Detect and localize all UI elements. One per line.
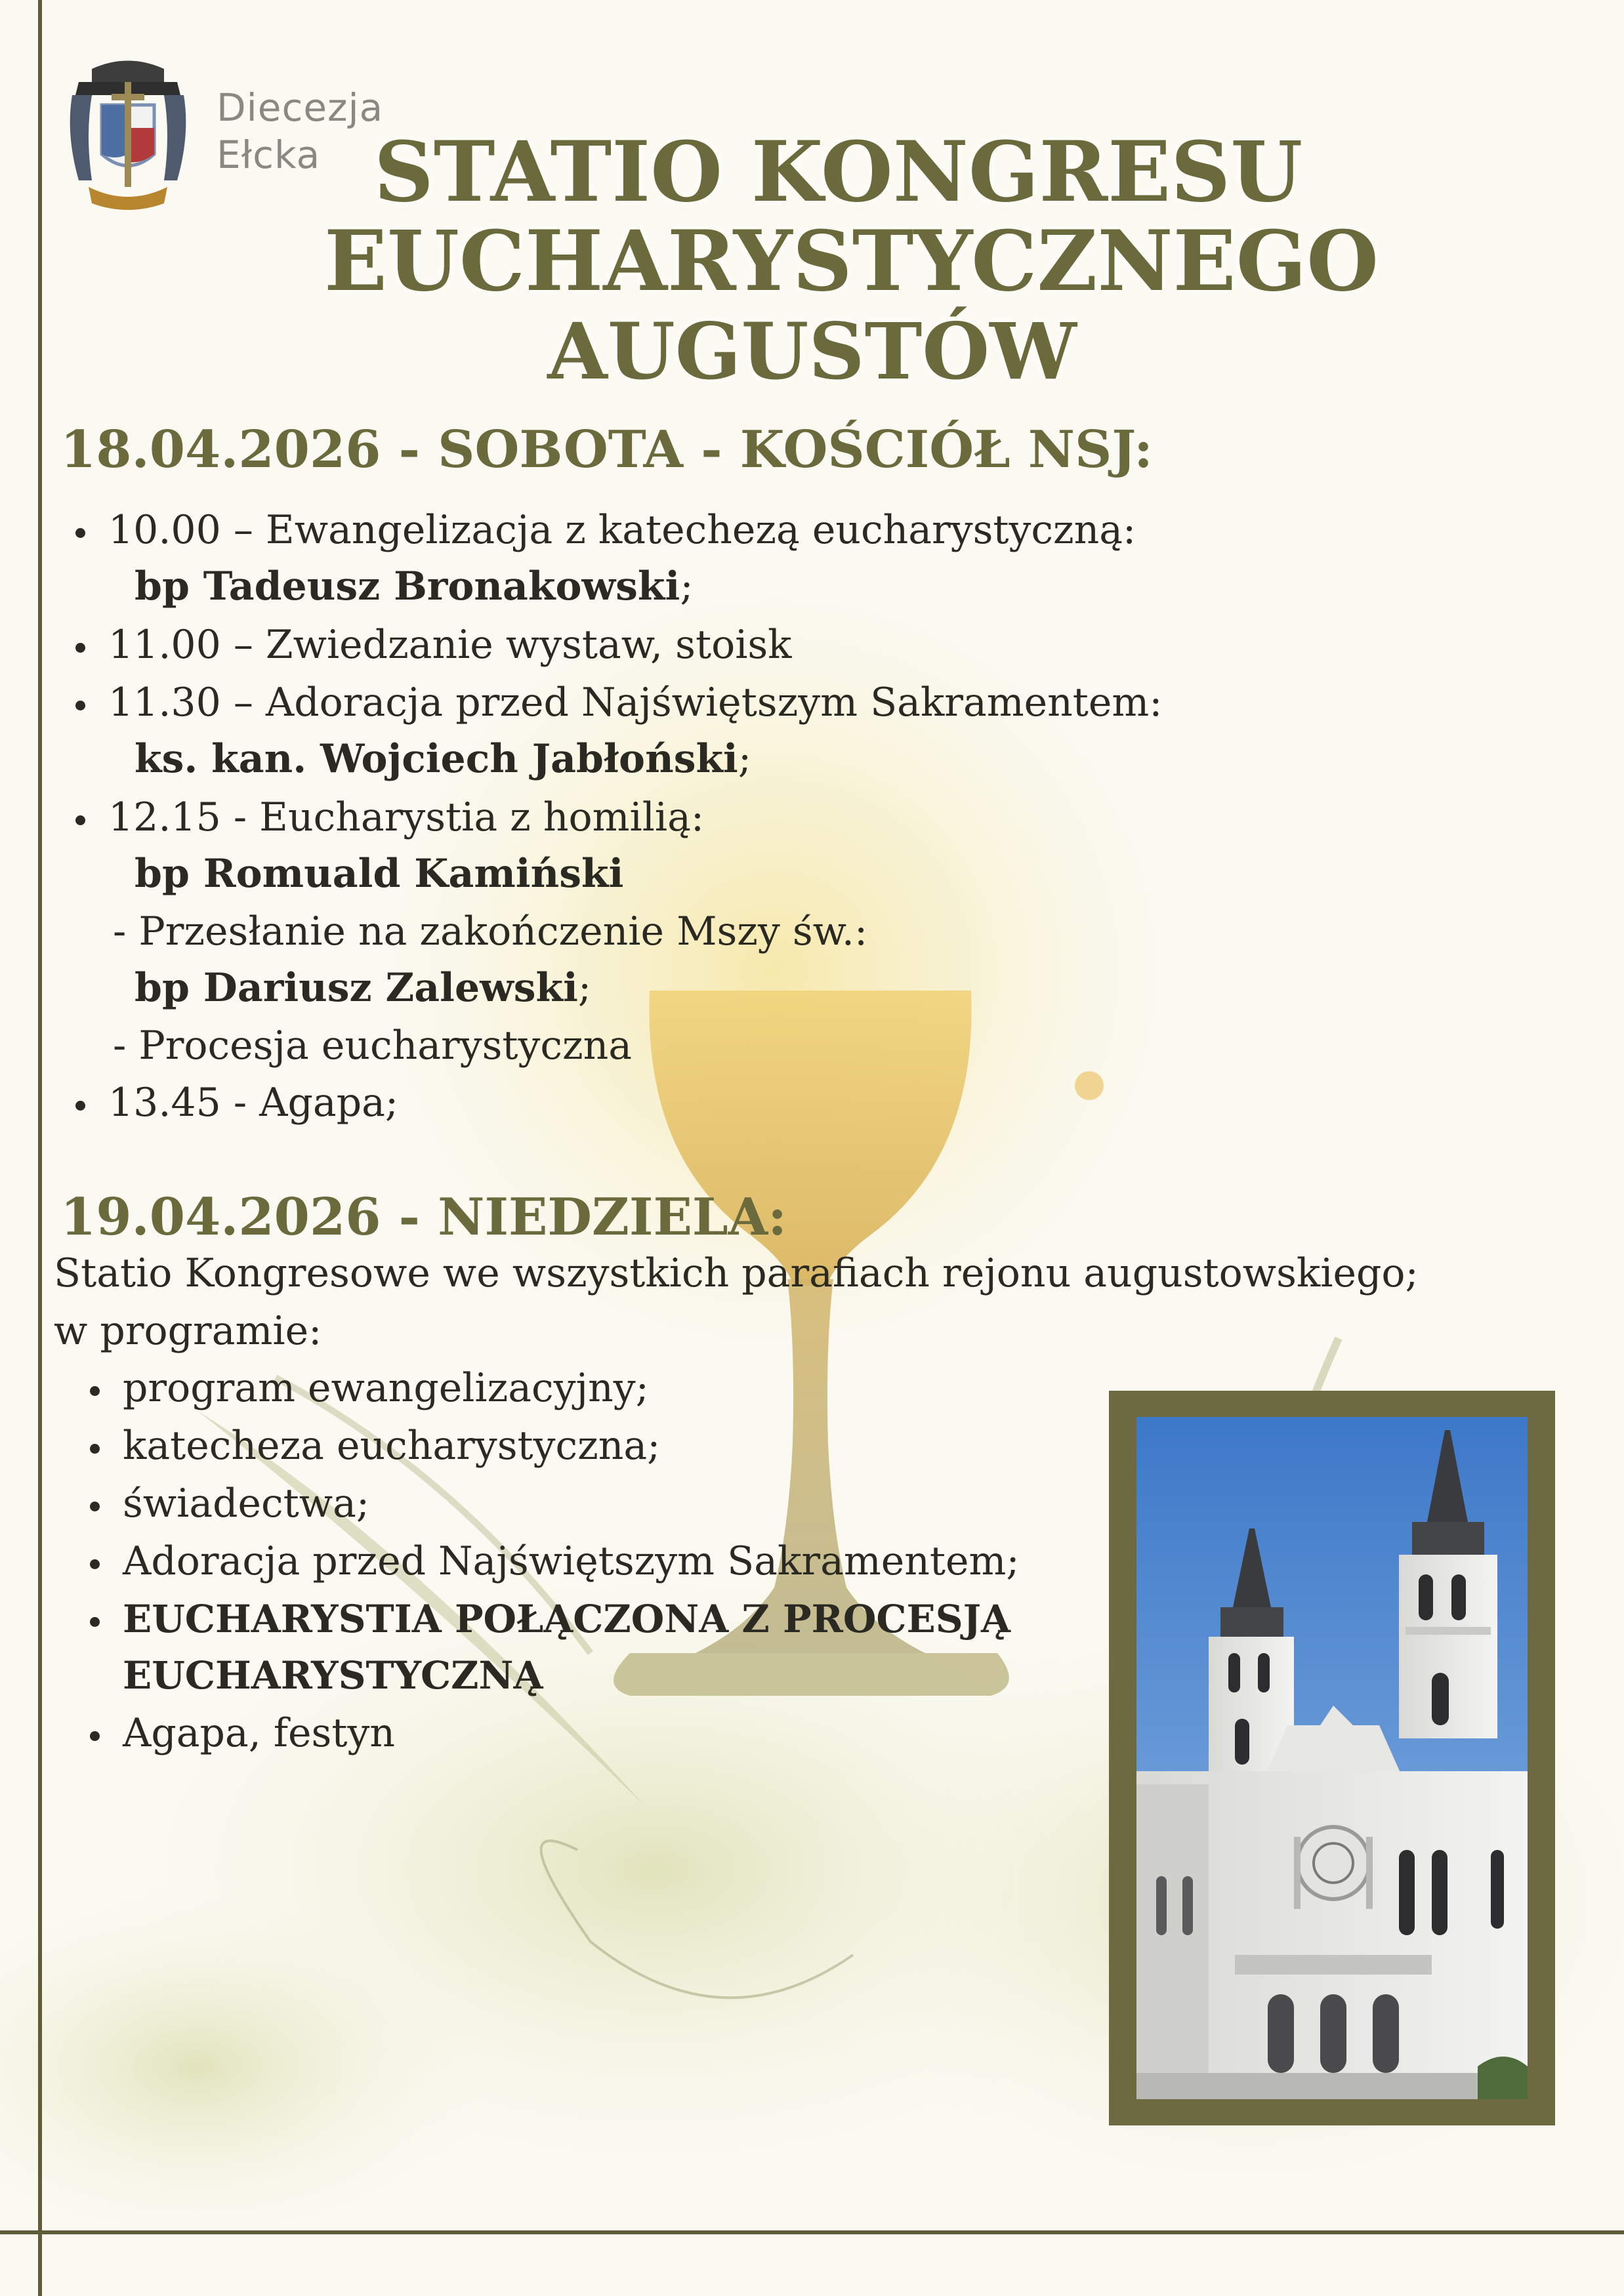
saturday-item-1: 10.00 – Ewangelizacja z katechezą eucharystyczną: xyxy=(108,507,1136,553)
saturday-item-4-person: bp Romuald Kamiński xyxy=(135,851,624,897)
bullet-dot-icon xyxy=(75,815,85,825)
diocese-line-1: Diecezja xyxy=(217,85,384,130)
saturday-item-4-sub-2: - Procesja eucharystyczna xyxy=(113,1023,633,1069)
page-title-line-1: STATIO KONGRESU xyxy=(373,123,1303,220)
sunday-item-6: Agapa, festyn xyxy=(123,1710,395,1756)
bullet-dot-icon xyxy=(90,1502,100,1511)
bullet-dot-icon xyxy=(90,1559,100,1569)
bullet-dot-icon xyxy=(90,1386,100,1396)
saturday-item-3-person: ks. kan. Wojciech Jabłoński; xyxy=(135,736,752,782)
sunday-item-5-cont: EUCHARYSTYCZNĄ xyxy=(123,1653,543,1698)
sunday-item-2: katecheza eucharystyczna; xyxy=(123,1423,661,1469)
saturday-item-4-sub-1: - Przesłanie na zakończenie Mszy św.: xyxy=(113,909,868,954)
page-title-line-3: AUGUSTÓW xyxy=(547,306,1077,397)
bullet-dot-icon xyxy=(75,643,85,653)
sunday-item-1: program ewangelizacyjny; xyxy=(123,1365,649,1411)
bullet-dot-icon xyxy=(75,701,85,710)
person-name: bp Tadeusz Bronakowski xyxy=(135,564,680,609)
diocese-line-2: Ełcka xyxy=(217,133,321,177)
saturday-item-1-person: bp Tadeusz Bronakowski; xyxy=(135,564,694,609)
saturday-item-4: 12.15 - Eucharystia z homilią: xyxy=(108,794,705,840)
sunday-item-4: Adoracja przed Najświętszym Sakramentem; xyxy=(123,1538,1020,1584)
person-name: bp Dariusz Zalewski xyxy=(135,965,578,1011)
person-name: ks. kan. Wojciech Jabłoński xyxy=(135,736,738,782)
church-facade-image xyxy=(1136,1417,1528,2099)
bullet-dot-icon xyxy=(75,528,85,538)
sunday-item-3: świadectwa; xyxy=(123,1481,370,1527)
page-title-line-2: EUCHARYSTYCZNEGO xyxy=(323,213,1379,310)
saturday-item-3: 11.30 – Adoracja przed Najświętszym Sakramentem: xyxy=(108,680,1163,726)
saturday-item-2: 11.00 – Zwiedzanie wystaw, stoisk xyxy=(108,622,792,668)
sunday-intro-2: w programie: xyxy=(54,1308,322,1354)
frame-bottom-line xyxy=(0,2230,1624,2234)
sunday-heading: 19.04.2026 - NIEDZIELA: xyxy=(60,1187,787,1247)
bullet-dot-icon xyxy=(90,1617,100,1627)
bullet-dot-icon xyxy=(75,1101,85,1111)
saturday-heading: 18.04.2026 - SOBOTA - KOŚCIÓŁ NSJ: xyxy=(60,420,1153,480)
church-photo xyxy=(1136,1417,1528,2099)
sunday-item-5: EUCHARYSTIA POŁĄCZONA Z PROCESJĄ xyxy=(123,1597,1011,1641)
bullet-dot-icon xyxy=(90,1731,100,1741)
bullet-dot-icon xyxy=(90,1444,100,1454)
saturday-item-4-sub-1-person: bp Dariusz Zalewski; xyxy=(135,965,592,1011)
saturday-item-5: 13.45 - Agapa; xyxy=(108,1080,399,1126)
sunday-intro-1: Statio Kongresowe we wszystkich parafiach rejonu augustowskiego; xyxy=(54,1250,1419,1296)
